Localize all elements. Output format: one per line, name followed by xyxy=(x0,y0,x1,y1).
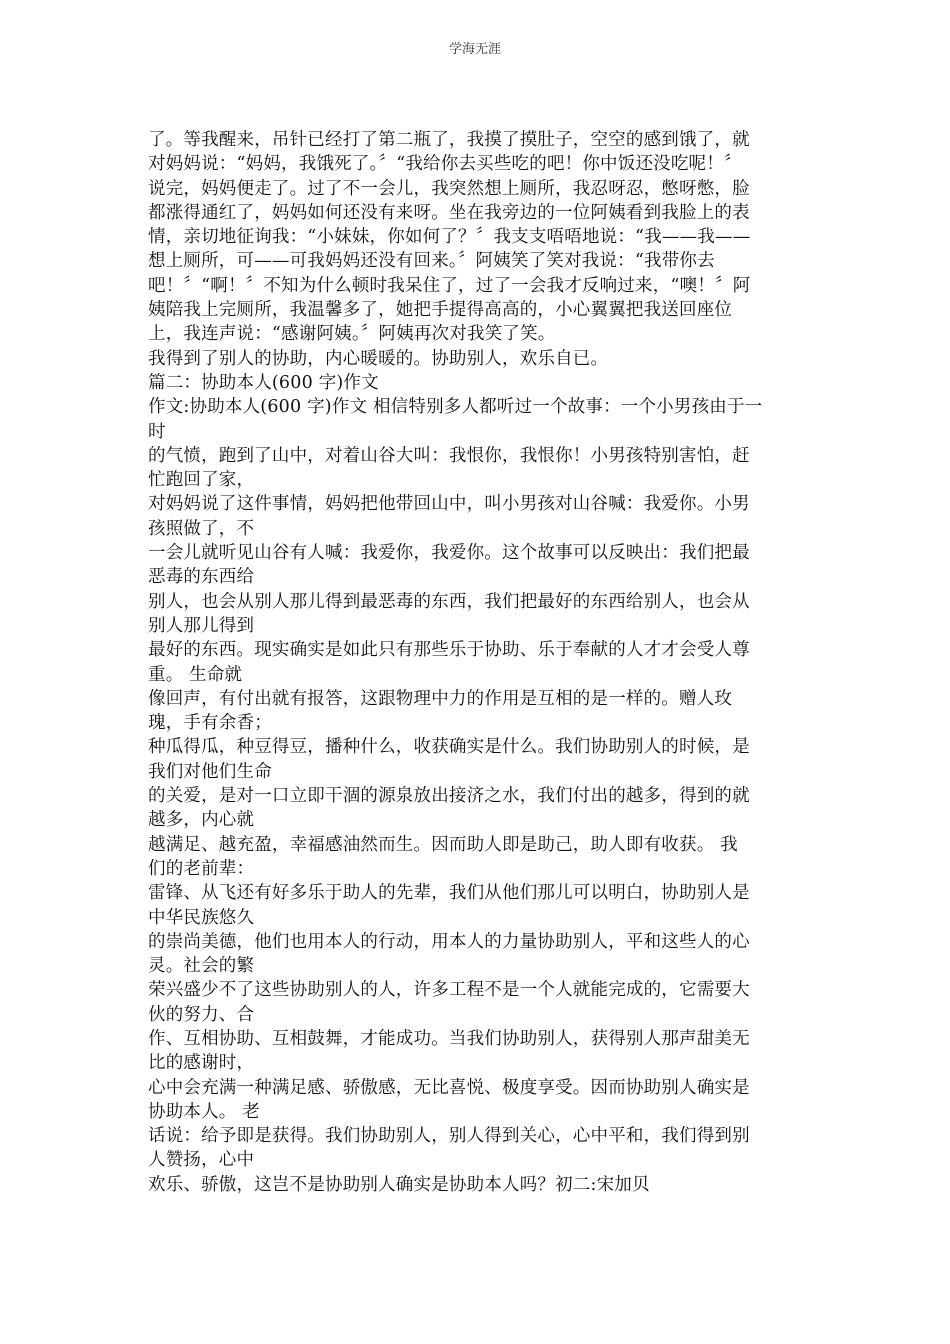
text-line: 时 xyxy=(148,421,166,442)
text-line: 最好的东西。现实确实是如此只有那些乐于协助、乐于奉献的人才才会受人尊 xyxy=(148,640,750,661)
text-line: 越满足、越充盈，幸福感油然而生。因而助人即是助己，助人即有收获。 我 xyxy=(148,834,738,855)
text-line: 恶毒的东西给 xyxy=(148,567,255,588)
text-line: 作、互相协助、互相鼓舞，才能成功。当我们协助别人，获得别人那声甜美无 xyxy=(148,1028,750,1049)
text-line: 话说：给予即是获得。我们协助别人，别人得到关心，心中平和，我们得到别 xyxy=(148,1126,750,1147)
text-line: 吧！〞“啊！〞不知为什么顿时我呆住了，过了一会我才反响过来，“噢！〞阿 xyxy=(148,275,751,296)
text-line: 重。 生命就 xyxy=(148,664,243,685)
text-line: 伙的努力、合 xyxy=(148,1004,255,1025)
text-line: 想上厕所，可——可我妈妈还没有回来。〞阿姨笑了笑对我说：“我带你去 xyxy=(148,251,715,272)
text-line: 灵。社会的繁 xyxy=(148,956,255,977)
text-line: 瑰，手有余香； xyxy=(148,713,272,734)
essay-body xyxy=(148,128,808,1197)
text-line: 心中会充满一种满足感、骄傲感，无比喜悦、极度享受。因而协助别人确实是 xyxy=(148,1077,750,1098)
text-line: 对妈妈说：“妈妈，我饿死了。〞“我给你去买些吃的吧！你中饭还没吃呢！〞 xyxy=(148,154,742,175)
page-header: 学海无涯 xyxy=(448,42,501,57)
text-line: 越多，内心就 xyxy=(148,810,255,831)
text-line: 们的老前辈： xyxy=(148,858,255,879)
text-line: 姨陪我上完厕所，我温馨多了，她把手提得高高的，小心翼翼把我送回座位 xyxy=(148,300,733,321)
text-line: 欢乐、骄傲，这岂不是协助别人确实是协助本人吗？初二:宋加贝 xyxy=(148,1174,650,1195)
text-line: 协助本人。 老 xyxy=(148,1101,260,1122)
text-line: 比的感谢时， xyxy=(148,1053,255,1074)
text-line: 我们对他们生命 xyxy=(148,761,272,782)
text-line: 情，亲切地征询我：“小妹妹，你如何了？〞我支支唔唔地说：“我——我—— xyxy=(148,227,751,248)
text-line: 像回声，有付出就有报答，这跟物理中力的作用是互相的是一样的。赠人玫 xyxy=(148,688,733,709)
text-line: 孩照做了，不 xyxy=(148,518,255,539)
text-line: 人赞扬，心中 xyxy=(148,1150,255,1171)
text-line: 篇二：协助本人(600 字)作文 xyxy=(148,372,379,393)
text-line: 别人，也会从别人那儿得到最恶毒的东西，我们把最好的东西给别人，也会从 xyxy=(148,591,750,612)
text-line: 都涨得通红了，妈妈如何还没有来呀。坐在我旁边的一位阿姨看到我脸上的表 xyxy=(148,202,750,223)
text-line: 忙跑回了家， xyxy=(148,470,255,491)
text-line: 的关爱，是对一口立即干涸的源泉放出接济之水，我们付出的越多，得到的就 xyxy=(148,786,750,807)
text-line: 中华民族悠久 xyxy=(148,907,255,928)
text-line: 了。等我醒来，吊针已经打了第二瓶了，我摸了摸肚子，空空的感到饿了，就 xyxy=(148,130,750,150)
text-line: 种瓜得瓜，种豆得豆，播种什么，收获确实是什么。我们协助别人的时候，是 xyxy=(148,737,750,758)
text-line: 雷锋、从飞还有好多乐于助人的先辈，我们从他们那儿可以明白，协助别人是 xyxy=(148,883,750,904)
text-line: 说完，妈妈便走了。过了不一会儿，我突然想上厕所，我忍呀忍，憋呀憋，脸 xyxy=(148,178,750,199)
text-line: 荣兴盛少不了这些协助别人的人，许多工程不是一个人就能完成的，它需要大 xyxy=(148,980,750,1001)
text-line: 一会儿就听见山谷有人喊：我爱你，我爱你。这个故事可以反映出：我们把最 xyxy=(148,543,750,564)
text-line: 作文:协助本人(600 字)作文 相信特别多人都听过一个故事：一个小男孩由于一 xyxy=(148,397,763,418)
text-line: 对妈妈说了这件事情，妈妈把他带回山中，叫小男孩对山谷喊：我爱你。小男 xyxy=(148,494,750,515)
text-line: 别人那儿得到 xyxy=(148,615,255,636)
text-line: 上，我连声说：“感谢阿姨。〞阿姨再次对我笑了笑。 xyxy=(148,324,556,345)
text-line: 的气愤，跑到了山中，对着山谷大叫：我恨你，我恨你！小男孩特别害怕，赶 xyxy=(148,445,750,466)
text-line: 我得到了别人的协助，内心暖暖的。协助别人，欢乐自已。 xyxy=(148,348,609,369)
text-line: 的崇尚美德，他们也用本人的行动，用本人的力量协助别人，平和这些人的心 xyxy=(148,931,750,952)
